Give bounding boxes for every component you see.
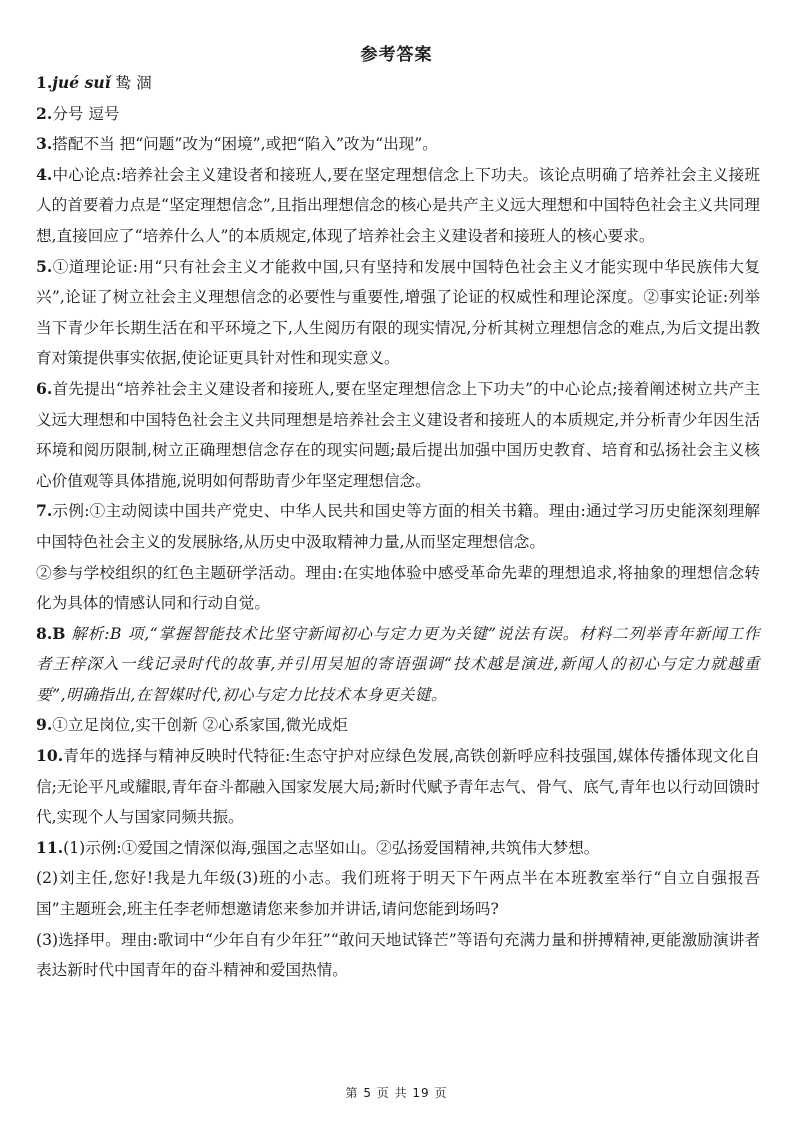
answer-2: 2.分号 逗号: [36, 103, 120, 123]
answer-list: [36, 68, 760, 986]
answer-11-part-1: 11.(1)示例:①爱国之情深似海,强国之志坚如山。②弘扬爱国精神,共筑伟大梦想。: [36, 837, 600, 857]
answer-7-part-1: 7.示例:①主动阅读中国共产党史、中华人民共和国史等方面的相关书籍。理由:通过学习历史能深刻理解中国特色社会主义的发展脉络,从历史中汲取精神力量,从而坚定理想信念。: [36, 501, 760, 551]
answer-6: 6.首先提出“培养社会主义建设者和接班人,要在坚定理想信念上下功夫”的中心论点;接着阐述树立共产主义远大理想和中国特色社会主义共同理想是培养社会主义建设者和接班人的本质规定,并分析青少年因生活环境和阅历限制,树立正确理想信念存在的现实问题;最后提出加强中国历史教育、培育和弘扬社会主义核心价值观等具体措施,说明如何帮助青少年坚定理想信念。: [36, 378, 760, 490]
answer-10: 10.青年的选择与精神反映时代特征:生态守护对应绿色发展,高铁创新呼应科技强国,媒体传播体现文化自信;无论平凡或耀眼,青年奋斗都融入国家发展大局;新时代赋予青年志气、骨气、底气,青年也以行动回馈时代,实现个人与国家同频共振。: [36, 746, 760, 827]
answer-5: 5.①道理论证:用“只有社会主义才能救中国,只有坚持和发展中国特色社会主义才能实现中华民族伟大复兴”,论证了树立社会主义理想信念的必要性与重要性,增强了论证的权威性和理论深度。②事实论证:列举当下青少年长期生活在和平环境之下,人生阅历有限的现实情况,分析其树立理想信念的难点,为后文提出教育对策提供事实依据,使论证更具针对性和现实意义。: [36, 256, 760, 368]
answer-9: 9.①立足岗位,实干创新 ②心系家国,微光成炬: [36, 715, 348, 735]
answer-1: 1.jué suǐ 鸷 涸: [36, 73, 152, 92]
answer-11-part-3: (3)选择甲。理由:歌词中“少年自有少年狂”“敢问天地试锋芒”等语句充满力量和拼搏精神,更能激励演讲者表达新时代中国青年的奋斗精神和爱国热情。: [36, 930, 760, 980]
page-number-footer: 第 5 页 共 19 页: [345, 1086, 448, 1100]
answer-3: 3.搭配不当 把“问题”改为“困境”,或把“陷入”改为“出现”。: [36, 134, 438, 154]
answer-8-analysis: 解析:B 项,“掌握智能技术比坚守新闻初心与定力更为关键”说法有误。材料二列举青年新闻工作者王梓深入一线记录时代的故事,并引用吴旭的寄语强调“技术越是演进,新闻人的初心与定力就越重要”,明确指出,在智媒时代,初心与定力比技术本身更关键。: [36, 624, 761, 704]
answer-7-part-2: ②参与学校组织的红色主题研学活动。理由:在实地体验中感受革命先辈的理想追求,将抽象的理想信念转化为具体的情感认同和行动自觉。: [36, 563, 760, 613]
answer-4: 4.中心论点:培养社会主义建设者和接班人,要在坚定理想信念上下功夫。该论点明确了培养社会主义接班人的首要着力点是“坚定理想信念”,且指出理想信念的核心是共产主义远大理想和中国特色社会主义共同理想,直接回应了“培养什么人”的本质规定,体现了培养社会主义建设者和接班人的核心要求。: [36, 164, 760, 245]
answer-8: 8.B 解析:B 项,“掌握智能技术比坚守新闻初心与定力更为关键”说法有误。材料二列举青年新闻工作者王梓深入一线记录时代的故事,并引用吴旭的寄语强调“技术越是演进,新闻人的初心与定力就越重要”,明确指出,在智媒时代,初心与定力比技术本身更关键。: [36, 623, 761, 704]
answer-11-part-2: (2)刘主任,您好!我是九年级(3)班的小志。我们班将于明天下午两点半在本班教室举行“自立自强报吾国”主题班会,班主任李老师想邀请您来参加并讲话,请问您能到场吗?: [36, 869, 760, 919]
page-title: 参考答案: [360, 45, 433, 65]
